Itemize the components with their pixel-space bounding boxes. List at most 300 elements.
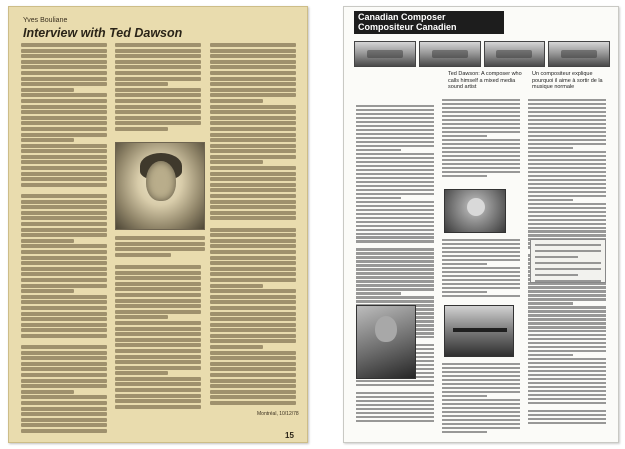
- text-line: [356, 288, 434, 290]
- text-line: [115, 71, 201, 75]
- text-line: [528, 155, 606, 157]
- text-line: [442, 119, 520, 121]
- text-line: [21, 233, 107, 237]
- text-line: [528, 286, 606, 288]
- text-line: [21, 166, 107, 170]
- text-line: [442, 115, 520, 117]
- text-line: [115, 276, 201, 280]
- text-line: [356, 169, 434, 171]
- text-line: [210, 194, 296, 198]
- text-line: [356, 276, 434, 278]
- text-line: [356, 193, 434, 195]
- text-line: [21, 362, 107, 366]
- text-line: [21, 144, 107, 148]
- text-line: [115, 236, 205, 240]
- text-line: [356, 221, 434, 223]
- text-line: [115, 321, 201, 325]
- text-line: [442, 135, 487, 137]
- text-line: [115, 247, 205, 251]
- article-column-3: [210, 43, 296, 435]
- text-line: [442, 239, 520, 241]
- text-line: [528, 318, 606, 320]
- text-line: [528, 119, 606, 121]
- text-line: [210, 228, 296, 232]
- text-line: [528, 111, 606, 113]
- text-line: [442, 111, 520, 113]
- text-line: [528, 215, 606, 217]
- text-line: [21, 418, 107, 422]
- text-line: [21, 272, 107, 276]
- text-line: [210, 401, 296, 405]
- text-line: [210, 60, 296, 64]
- text-line: [528, 350, 606, 352]
- text-line: [356, 181, 434, 183]
- text-line: [528, 207, 606, 209]
- text-line: [442, 167, 520, 169]
- text-line: [21, 49, 107, 53]
- text-line: [442, 407, 520, 409]
- text-line: [115, 310, 201, 314]
- text-line: [115, 121, 201, 125]
- text-line: [210, 356, 296, 360]
- text-line: [442, 419, 520, 421]
- text-line: [21, 395, 107, 399]
- text-line: [21, 373, 107, 377]
- text-line: [356, 173, 434, 175]
- text-line: [210, 160, 263, 164]
- text-line: [115, 388, 201, 392]
- text-line: [210, 105, 296, 109]
- text-line: [442, 383, 520, 385]
- text-line: [21, 43, 107, 47]
- text-line: [21, 205, 107, 209]
- text-line: [21, 356, 107, 360]
- text-line: [442, 387, 520, 389]
- text-line: [442, 171, 520, 173]
- text-line: [210, 54, 296, 58]
- text-line: [21, 200, 107, 204]
- text-line: [21, 306, 107, 310]
- text-line: [115, 116, 201, 120]
- text-line: [21, 328, 107, 332]
- text-line: [21, 317, 107, 321]
- text-line: [21, 239, 74, 243]
- text-line: [115, 93, 201, 97]
- text-line: [528, 135, 606, 137]
- text-line: [442, 255, 520, 257]
- text-line: [115, 60, 201, 64]
- text-line: [528, 370, 606, 372]
- text-line: [115, 242, 205, 246]
- text-line: [528, 346, 606, 348]
- magazine-masthead: [354, 11, 504, 34]
- text-line: [442, 259, 520, 261]
- text-line: [356, 420, 434, 422]
- text-line: [528, 191, 606, 193]
- author-byline: Yves Bouliane: [23, 17, 68, 24]
- text-line: [21, 183, 107, 187]
- text-line: [21, 278, 107, 282]
- text-line: [528, 402, 606, 404]
- text-line: [442, 427, 520, 429]
- sidebar-box: [530, 239, 606, 283]
- text-line: [528, 199, 573, 201]
- text-line: [356, 256, 434, 258]
- text-line: [210, 395, 296, 399]
- text-line: [115, 405, 201, 409]
- text-line: [356, 408, 434, 410]
- text-line: [115, 355, 201, 359]
- text-line: [442, 131, 520, 133]
- text-line: [115, 43, 201, 47]
- text-line: [528, 131, 606, 133]
- text-line: [356, 225, 434, 227]
- text-line: [356, 125, 434, 127]
- text-line: [442, 275, 520, 277]
- newspaper-clipping: [8, 6, 308, 443]
- text-line: [210, 407, 263, 411]
- text-line: [210, 295, 296, 299]
- text-line: [442, 251, 520, 253]
- text-line: [356, 217, 434, 219]
- text-line: [442, 243, 520, 245]
- text-line: [115, 287, 201, 291]
- text-line: [115, 327, 201, 331]
- text-line: [528, 167, 606, 169]
- text-line: [356, 205, 434, 207]
- text-line: [210, 328, 296, 332]
- text-line: [528, 366, 606, 368]
- text-line: [210, 351, 296, 355]
- text-line: [21, 127, 107, 131]
- text-line: [356, 209, 434, 211]
- text-line: [115, 99, 201, 103]
- text-line: [528, 342, 606, 344]
- text-line: [528, 219, 606, 221]
- text-line: [115, 105, 201, 109]
- text-line: [21, 423, 107, 427]
- text-line: [21, 216, 107, 220]
- text-line: [442, 411, 520, 413]
- text-line: [356, 201, 434, 203]
- text-line: [115, 304, 201, 308]
- text-line: [21, 88, 74, 92]
- text-line: [210, 261, 296, 265]
- text-line: [210, 177, 296, 181]
- text-line: [21, 93, 107, 97]
- text-line: [210, 88, 296, 92]
- text-line: [115, 127, 168, 131]
- text-line: [210, 93, 296, 97]
- text-line: [210, 390, 296, 394]
- text-line: [21, 429, 107, 433]
- text-line: [115, 54, 201, 58]
- text-line: [115, 88, 201, 92]
- text-line: [528, 306, 606, 308]
- text-line: [21, 149, 107, 153]
- text-line: [442, 99, 520, 101]
- text-line: [210, 289, 296, 293]
- text-line: [115, 366, 201, 370]
- text-line: [528, 406, 573, 408]
- text-line: [356, 189, 434, 191]
- text-line: [115, 360, 201, 364]
- text-line: [356, 129, 434, 131]
- text-line: [442, 267, 520, 269]
- text-line: [210, 306, 296, 310]
- magazine-column-2-end: [442, 363, 520, 435]
- magazine-page: [343, 6, 619, 443]
- text-line: [528, 159, 606, 161]
- text-line: [528, 139, 606, 141]
- text-line: [210, 334, 296, 338]
- text-line: [115, 394, 201, 398]
- text-line: [442, 363, 520, 365]
- english-heading: Ted Dawson: A composer who calls himself a mixed media sound artist: [448, 71, 522, 90]
- text-line: [356, 113, 434, 115]
- text-line: [442, 287, 520, 289]
- text-line: [528, 386, 606, 388]
- text-line: [528, 203, 606, 205]
- text-line: [442, 271, 520, 273]
- text-line: [528, 211, 606, 213]
- text-line: [356, 404, 434, 406]
- text-line: [356, 388, 401, 390]
- text-line: [442, 163, 520, 165]
- text-line: [528, 374, 606, 376]
- text-line: [356, 117, 434, 119]
- text-line: [21, 345, 107, 349]
- text-line: [528, 171, 606, 173]
- text-line: [21, 82, 107, 86]
- text-line: [528, 310, 606, 312]
- text-line: [442, 415, 520, 417]
- text-line: [528, 378, 606, 380]
- text-line: [210, 339, 296, 343]
- text-line: [356, 236, 434, 238]
- text-line: [210, 166, 296, 170]
- text-line: [210, 317, 296, 321]
- text-line: [21, 71, 107, 75]
- strip-photo: [484, 41, 546, 67]
- text-line: [210, 345, 263, 349]
- text-line: [210, 267, 296, 271]
- text-line: [115, 299, 201, 303]
- text-line: [528, 123, 606, 125]
- text-line: [356, 280, 434, 282]
- text-line: [210, 121, 296, 125]
- text-line: [115, 399, 201, 403]
- text-line: [528, 326, 606, 328]
- text-line: [528, 330, 606, 332]
- text-line: [528, 410, 606, 412]
- text-line: [528, 107, 606, 109]
- text-line: [356, 252, 434, 254]
- text-line: [528, 143, 606, 145]
- text-line: [21, 99, 107, 103]
- text-line: [210, 379, 296, 383]
- text-line: [442, 295, 520, 297]
- text-line: [210, 49, 296, 53]
- text-line: [442, 283, 520, 285]
- text-line: [442, 431, 487, 433]
- performer-photo: [444, 189, 506, 233]
- strip-photo: [548, 41, 610, 67]
- text-line: [356, 244, 401, 246]
- text-line: [21, 188, 74, 192]
- text-line: [528, 151, 606, 153]
- text-line: [115, 82, 168, 86]
- text-line: [528, 414, 606, 416]
- text-line: [21, 384, 107, 388]
- text-line: [210, 278, 296, 282]
- text-line: [21, 60, 107, 64]
- text-line: [535, 274, 578, 276]
- text-line: [21, 334, 107, 338]
- text-line: [442, 391, 520, 393]
- text-line: [356, 149, 401, 151]
- text-line: [356, 105, 434, 107]
- text-line: [356, 400, 434, 402]
- text-line: [21, 379, 107, 383]
- text-line: [356, 264, 434, 266]
- text-line: [21, 155, 107, 159]
- text-line: [210, 43, 296, 47]
- text-line: [115, 382, 201, 386]
- text-line: [528, 338, 606, 340]
- text-line: [356, 161, 434, 163]
- text-line: [442, 263, 487, 265]
- text-line: [528, 358, 606, 360]
- text-line: [21, 250, 107, 254]
- text-line: [356, 416, 434, 418]
- photo-caption: [115, 236, 205, 260]
- article-headings: [448, 71, 612, 99]
- text-line: [528, 103, 606, 105]
- text-line: [21, 133, 107, 137]
- text-line: [210, 172, 296, 176]
- text-line: [528, 418, 606, 420]
- text-line: [356, 296, 434, 298]
- text-line: [115, 349, 201, 353]
- text-line: [21, 228, 107, 232]
- text-line: [442, 155, 520, 157]
- text-line: [115, 371, 168, 375]
- text-line: [356, 145, 434, 147]
- text-line: [21, 412, 107, 416]
- text-line: [528, 195, 606, 197]
- text-line: [210, 200, 296, 204]
- magazine-column-2: [442, 99, 520, 183]
- text-line: [21, 323, 107, 327]
- text-line: [356, 157, 434, 159]
- text-line: [210, 362, 296, 366]
- text-line: [528, 115, 606, 117]
- text-line: [442, 279, 520, 281]
- text-line: [210, 284, 263, 288]
- text-line: [356, 284, 434, 286]
- text-line: [356, 272, 434, 274]
- text-line: [356, 141, 434, 143]
- text-line: [21, 295, 107, 299]
- text-line: [21, 121, 107, 125]
- text-line: [21, 261, 107, 265]
- text-line: [528, 314, 606, 316]
- text-line: [528, 354, 573, 356]
- text-line: [356, 300, 434, 302]
- text-line: [528, 230, 606, 232]
- text-line: [21, 267, 107, 271]
- strip-photo: [354, 41, 416, 67]
- text-line: [356, 153, 434, 155]
- text-line: [115, 343, 201, 347]
- text-line: [210, 183, 296, 187]
- text-line: [115, 271, 201, 275]
- portrait-face: [146, 161, 176, 201]
- text-line: [535, 250, 601, 252]
- text-line: [356, 380, 434, 382]
- magazine-column-2-continued: [442, 239, 520, 301]
- text-line: [528, 382, 606, 384]
- text-line: [21, 407, 107, 411]
- text-line: [210, 244, 296, 248]
- text-line: [210, 155, 296, 159]
- text-line: [210, 250, 296, 254]
- text-line: [21, 77, 107, 81]
- text-line: [535, 268, 601, 270]
- text-line: [528, 394, 606, 396]
- text-line: [21, 172, 107, 176]
- text-line: [21, 65, 107, 69]
- text-line: [356, 412, 434, 414]
- article-title: Interview with Ted Dawson: [23, 26, 183, 40]
- text-line: [115, 77, 201, 81]
- text-line: [115, 377, 201, 381]
- text-line: [210, 222, 263, 226]
- text-line: [210, 71, 296, 75]
- text-line: [115, 265, 201, 269]
- photo-strip: [354, 41, 610, 67]
- text-line: [210, 323, 296, 327]
- text-line: [528, 302, 573, 304]
- text-line: [210, 384, 296, 388]
- text-line: [356, 268, 434, 270]
- article-column-1: [21, 43, 107, 435]
- text-line: [528, 290, 606, 292]
- text-line: [210, 211, 296, 215]
- text-line: [528, 422, 606, 424]
- text-line: [21, 312, 107, 316]
- text-line: [356, 109, 434, 111]
- text-line: [528, 294, 606, 296]
- masthead-english: Canadian Composer: [358, 12, 446, 22]
- text-line: [115, 253, 171, 257]
- text-line: [528, 334, 606, 336]
- text-line: [442, 139, 520, 141]
- text-line: [442, 403, 520, 405]
- article-column-2: [115, 43, 201, 135]
- text-line: [21, 284, 107, 288]
- text-line: [442, 375, 520, 377]
- text-line: [356, 248, 434, 250]
- text-line: [528, 163, 606, 165]
- french-heading: Un compositeur explique pourquoi il aime à sortir de la musique normale: [532, 71, 603, 90]
- text-line: [356, 229, 434, 231]
- text-line: [528, 175, 606, 177]
- text-line: [528, 398, 606, 400]
- text-line: [528, 390, 606, 392]
- text-line: [528, 223, 606, 225]
